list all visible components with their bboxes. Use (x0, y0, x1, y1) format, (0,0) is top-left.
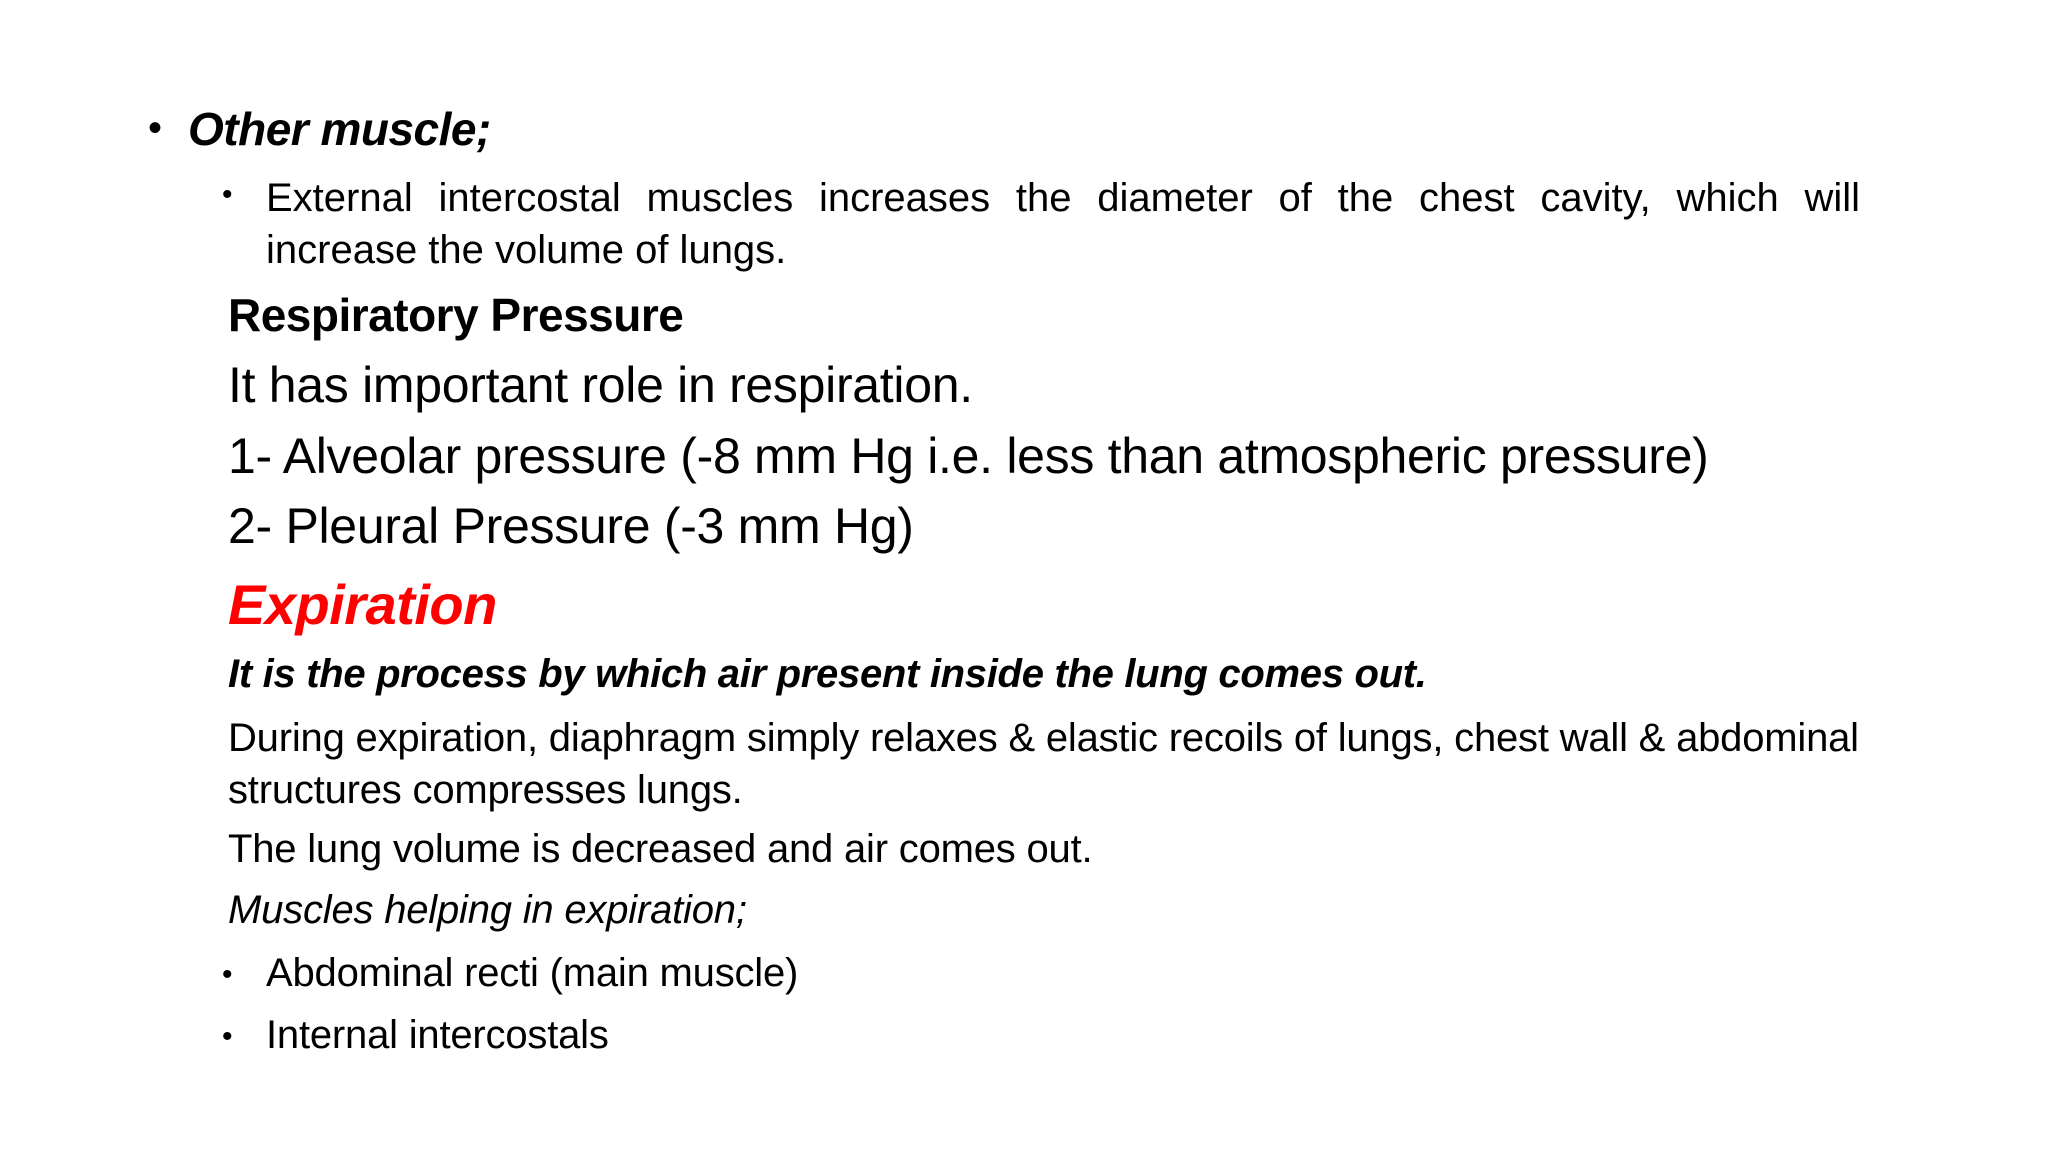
respiratory-pressure-intro: It has important role in respiration. (228, 357, 973, 413)
expiration-result: The lung volume is decreased and air comes out. (228, 827, 1093, 871)
expiration-definition: It is the process by which air present inside the lung comes out. (228, 652, 1427, 696)
alveolar-pressure-line: 1- Alveolar pressure (-8 mm Hg i.e. less than atmospheric pressure) (228, 428, 1709, 484)
expiration-description: During expiration, diaphragm simply relaxes & elastic recoils of lungs, chest wall & abdominal structures compresses lungs. (228, 716, 1859, 812)
pleural-pressure-line: 2- Pleural Pressure (-3 mm Hg) (228, 498, 914, 554)
respiratory-pressure-heading: Respiratory Pressure (228, 289, 684, 341)
bullet-icon: • (222, 1020, 233, 1053)
expiration-heading: Expiration (228, 573, 497, 636)
other-muscle-heading: Other muscle; (188, 103, 491, 155)
bullet-icon: • (148, 106, 163, 150)
bullet-icon: • (222, 178, 233, 211)
muscle-list-item: Abdominal recti (main muscle) (266, 951, 799, 995)
muscle-list-item: Internal intercostals (266, 1013, 609, 1057)
muscles-label: Muscles helping in expiration; (228, 888, 747, 932)
bullet-icon: • (222, 958, 233, 991)
external-intercostal-item: External intercostal muscles increases the diameter of the chest cavity, which will increase the volume of lungs. (266, 176, 1860, 272)
